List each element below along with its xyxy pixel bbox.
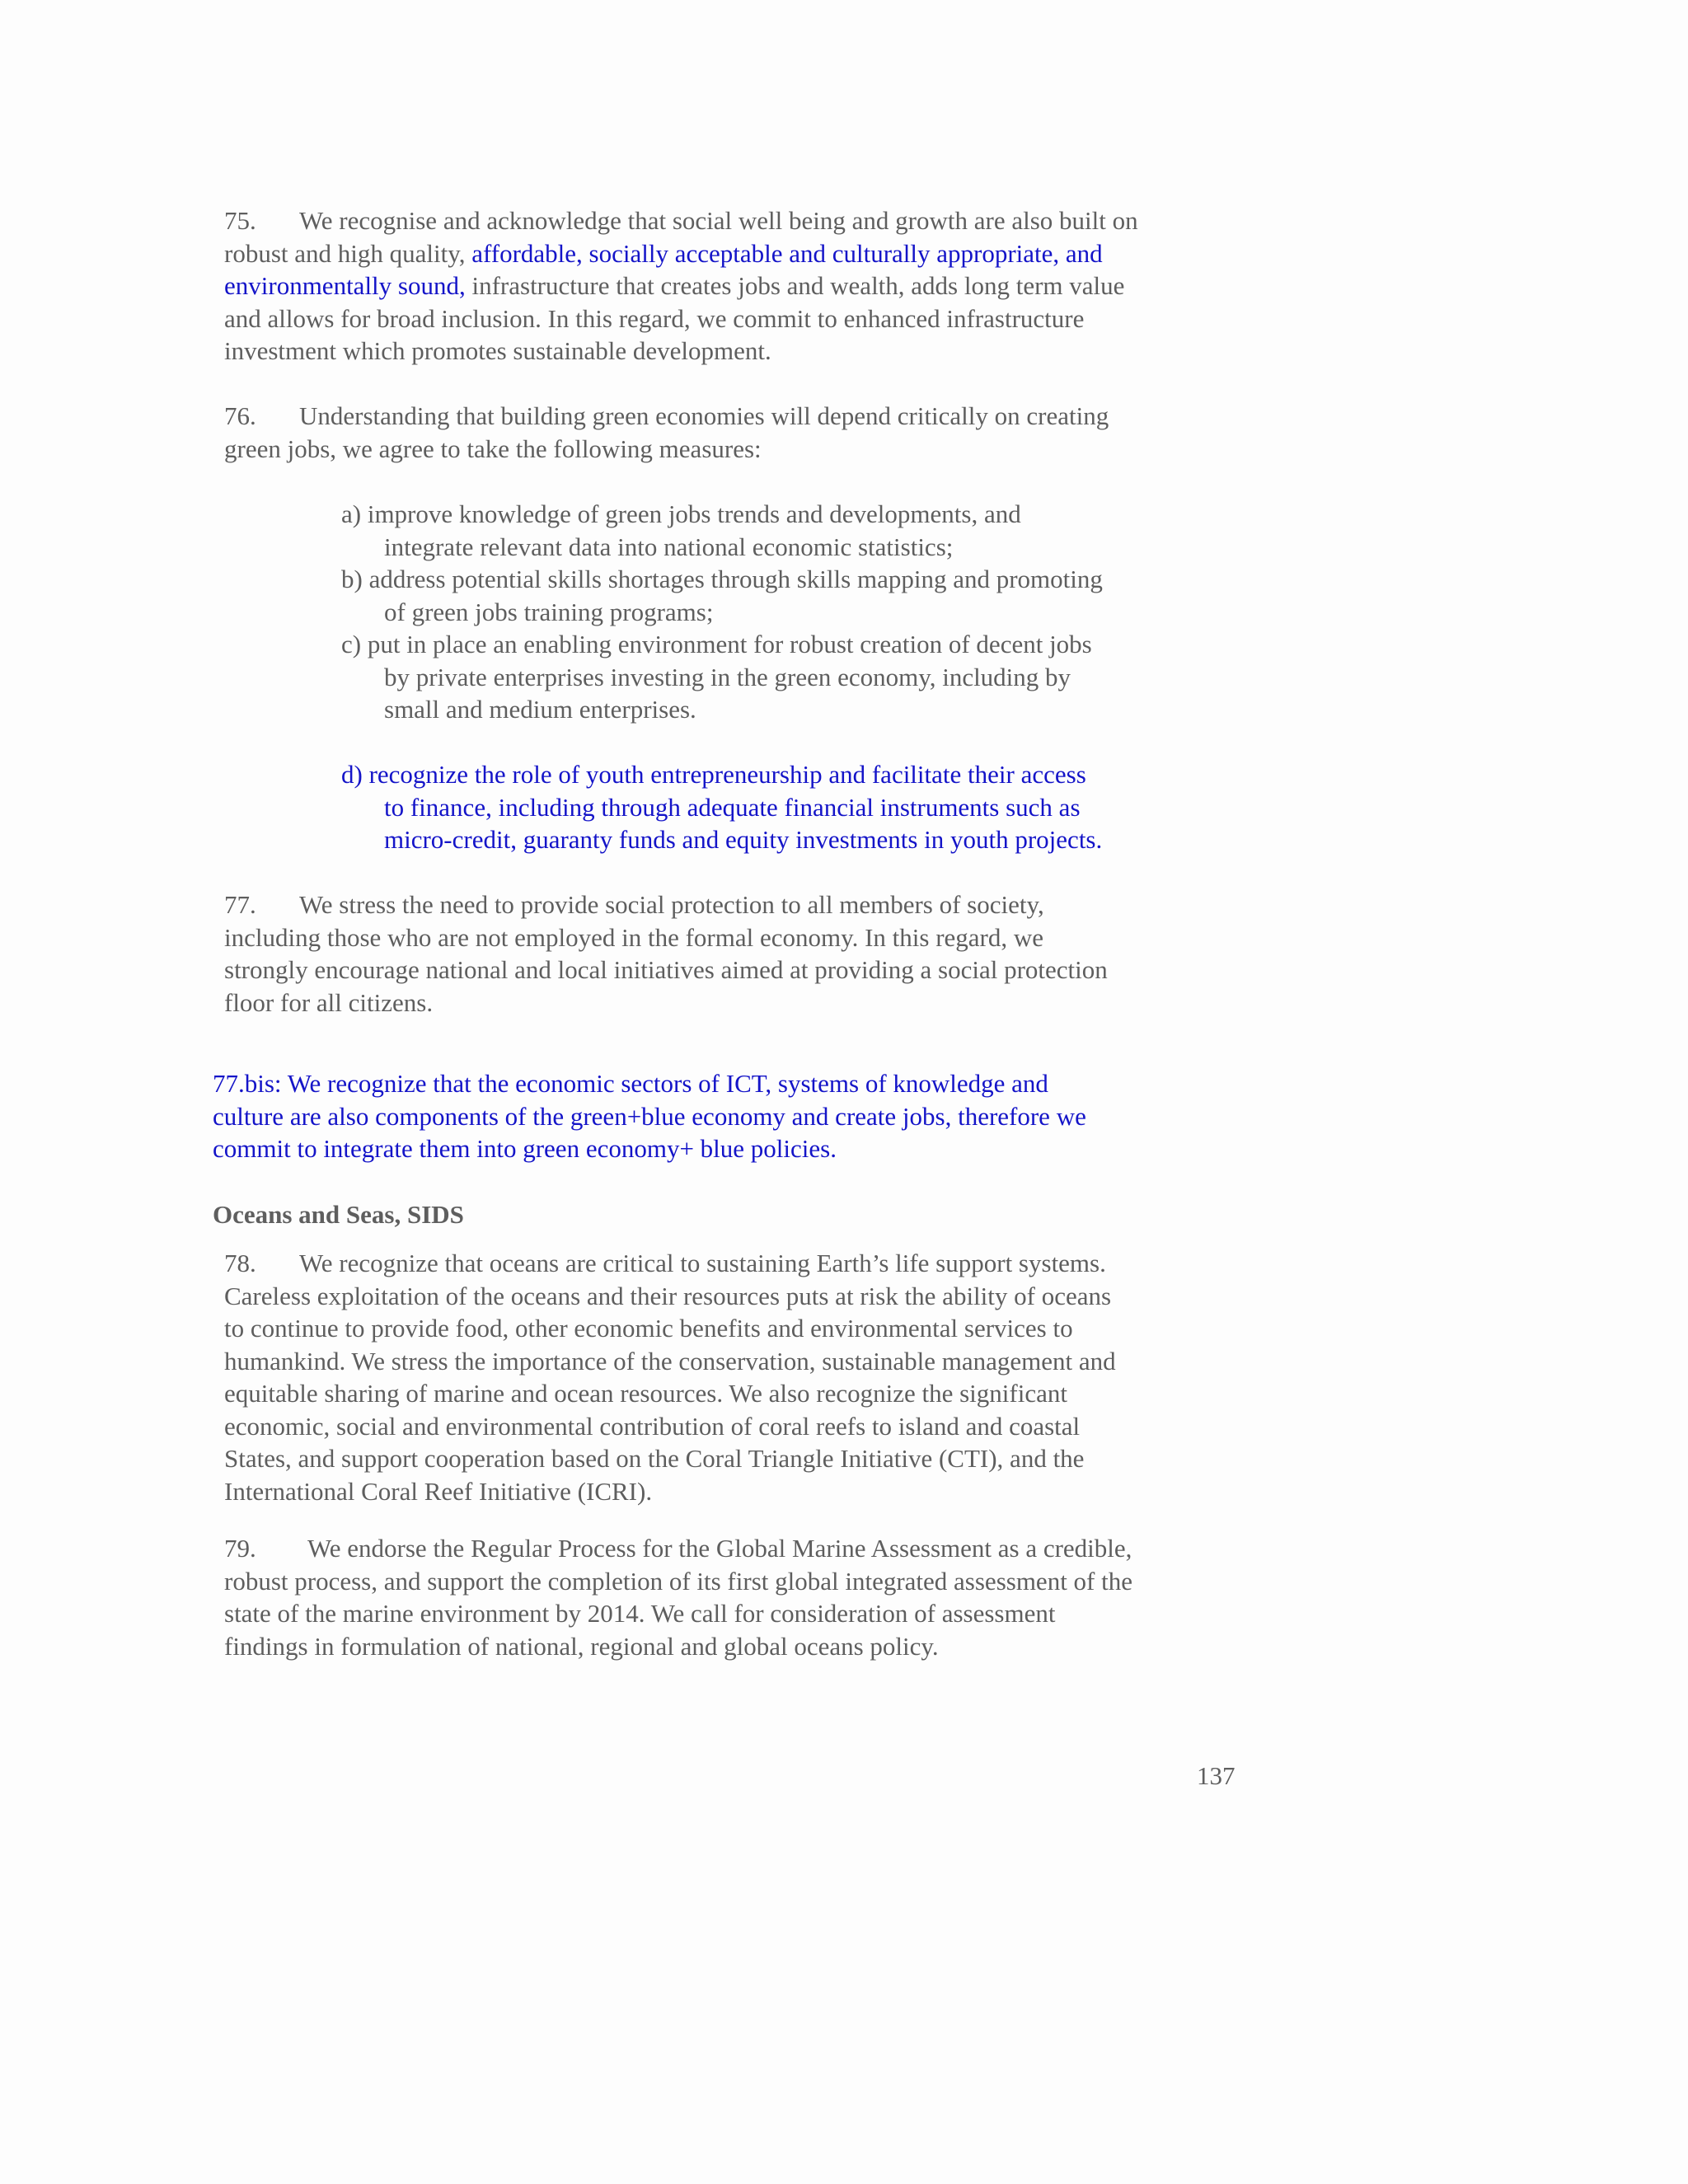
paragraph-76-line-1: 76. Understanding that building green economies will depend critically on creating [224, 400, 1109, 433]
section-heading: Oceans and Seas, SIDS [213, 1200, 464, 1229]
paragraph-number: 75. [224, 206, 256, 235]
paragraph-76-line-2: green jobs, we agree to take the following measures: [224, 434, 762, 463]
list-item-a: a) improve knowledge of green jobs trends and developments, and integrate relevant data into national economic statistics; [341, 499, 1021, 561]
page-number: 137 [1197, 1761, 1236, 1790]
paragraph-75-line-2: robust and high quality, affordable, socially acceptable and culturally appropriate, and [224, 238, 1103, 268]
list-item-d: d) recognize the role of youth entrepreneurship and facilitate their access to finance, including through adequate financial instruments such as micro-credit, guaranty funds and equity investments in youth projects. [341, 760, 1103, 854]
paragraph-77-line-3: strongly encourage national and local initiatives aimed at providing a social protection [224, 955, 1108, 984]
paragraph-76 [224, 400, 1109, 465]
list-item-c: c) put in place an enabling environment for robust creation of decent jobs by private enterprises investing in the green economy, including by small and medium enterprises. [341, 630, 1092, 724]
paragraph-75 [224, 204, 1138, 368]
paragraph-78: 78. We recognize that oceans are critical to sustaining Earth’s life support systems. Careless exploitation of the oceans and their resources puts at risk the ability of oceans to continue to provide food, other economic benefits and environmental services to humankind. We stress the importance of the conservation, sustainable management and equitable sharing of marine and ocean resources. We also recognize the significant economic, social and environmental contribution of coral reefs to island and coastal States, and support cooperation based on the Coral Triangle Initiative (CTI), and the International Coral Reef Initiative (ICRI). [224, 1249, 1116, 1506]
paragraph-number: 78. [224, 1249, 256, 1277]
paragraph-77-line-1: 77. We stress the need to provide social protection to all members of society, [224, 888, 1108, 921]
paragraph-75-line-1: 75. We recognise and acknowledge that social well being and growth are also built on [224, 204, 1138, 237]
paragraph-number: 79. [224, 1534, 256, 1563]
paragraph-75-line-4: and allows for broad inclusion. In this regard, we commit to enhanced infrastructure [224, 303, 1085, 333]
paragraph-77 [224, 888, 1108, 1019]
inserted-text: environmentally sound, [224, 271, 472, 300]
paragraph-77-bis: 77.bis: We recognize that the economic sectors of ICT, systems of knowledge and culture are also components of the green+blue economy and create jobs, therefore we commit to integrate them into green economy+ blue policies. [213, 1069, 1086, 1163]
paragraph-77-line-4: floor for all citizens. [224, 987, 434, 1017]
paragraph-75-line-3: environmentally sound, infrastructure that creates jobs and wealth, adds long term value [224, 271, 1125, 300]
list-item-b: b) address potential skills shortages through skills mapping and promoting of green jobs training programs; [341, 565, 1103, 626]
paragraph-75-line-5: investment which promotes sustainable development. [224, 336, 771, 365]
paragraph-number: 77. [224, 890, 256, 919]
paragraph-79: 79. We endorse the Regular Process for the Global Marine Assessment as a credible, robust process, and support the completion of its first global integrated assessment of the state of the marine environment by 2014. We call for consideration of assessment findings in formulation of national, regional and global oceans policy. [224, 1534, 1132, 1661]
paragraph-77-line-2: including those who are not employed in the formal economy. In this regard, we [224, 922, 1044, 952]
paragraph-79-line-1: 79. We endorse the Regular Process for the Global Marine Assessment as a credible, [224, 1532, 1132, 1565]
paragraph-number: 76. [224, 401, 256, 430]
paragraph-78-line-1: 78. We recognize that oceans are critical to sustaining Earth’s life support systems. [224, 1247, 1116, 1280]
inserted-text: affordable, socially acceptable and culturally appropriate, and [471, 238, 1103, 268]
